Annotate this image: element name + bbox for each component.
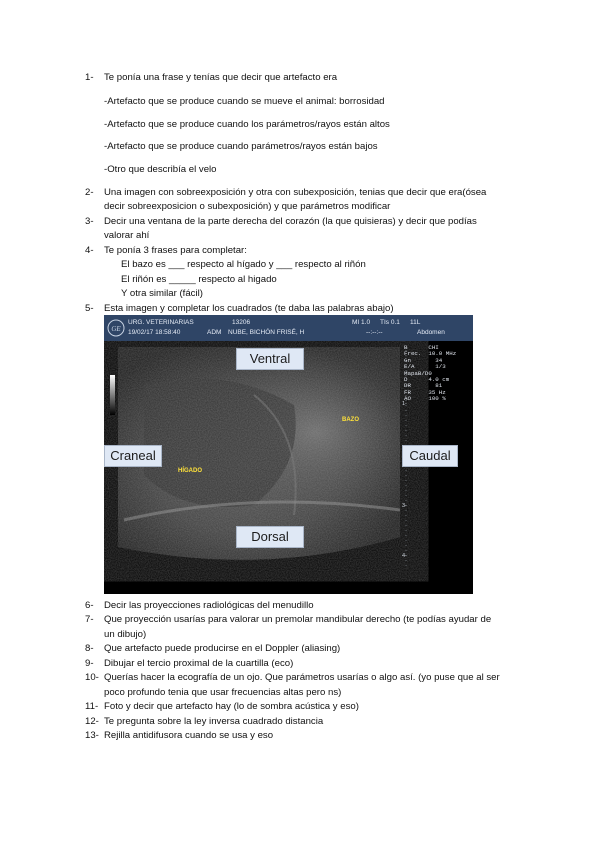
thermal-index: TIs 0.1 [380, 319, 400, 326]
q3-line-1: Decir una ventana de la parte derecha del corazón (la que quisieras) y decir que podías [104, 216, 477, 227]
q7-line-1: Que proyección usarías para valorar un premolar mandibular derecho (te podías ayudar de [104, 614, 492, 625]
q12-text: Te pregunta sobre la ley inversa cuadrado distancia [104, 716, 324, 727]
q13-text: Rejilla antidifusora cuando se usa y eso [104, 730, 274, 741]
preset: Abdomen [417, 329, 445, 336]
ultrasound-header [104, 315, 473, 341]
q9-text: Dibujar el tercio proximal de la cuartilla (eco) [104, 658, 294, 669]
q4-sub-3: Y otra similar (fácil) [121, 288, 203, 299]
q7-number: 7- [85, 614, 94, 625]
ultrasound-image [104, 315, 473, 594]
label-ventral: Ventral [236, 348, 304, 370]
q11-number: 11- [85, 701, 99, 712]
q9-number: 9- [85, 658, 94, 669]
depth-tick-4: 4- [402, 553, 407, 559]
q8-number: 8- [85, 643, 94, 654]
q2-line-2: decir sobreexposicion o subexposición) y que parámetros modificar [104, 201, 391, 212]
exam-id: 13206 [232, 319, 251, 326]
patient-name: NUBE, BICHÓN FRISÉ, H [228, 329, 305, 336]
q4-sub-2: El riñón es _____ respecto al higado [121, 274, 277, 285]
q5-text: Esta imagen y completar los cuadrados (te daba las palabras abajo) [104, 303, 394, 314]
exam-date: 19/02/17 18:58:40 [128, 329, 181, 336]
q5-number: 5- [85, 303, 94, 314]
svg-text:GE: GE [111, 325, 121, 333]
operator: ADM [207, 329, 222, 336]
clinic-name: URG. VETERINARIAS [128, 319, 194, 326]
q3-number: 3- [85, 216, 94, 227]
label-craneal: Craneal [104, 445, 162, 467]
mechanical-index: MI 1.0 [352, 319, 371, 326]
q2-number: 2- [85, 187, 94, 198]
q4-text: Te ponía 3 frases para completar: [104, 245, 247, 256]
organ-label-higado: HÍGADO [178, 468, 202, 474]
q3-line-2: valorar ahí [104, 230, 150, 241]
scan-parameters: B CHI Frec. 10.0 MHz Gn 34 E/A 1/3 MapaB/D0 D 4.0 cm DR 81 FR 35 Hz AO 100 % [404, 344, 457, 403]
q8-text: Que artefacto puede producirse en el Doppler (aliasing) [104, 643, 341, 654]
q4-number: 4- [85, 245, 94, 256]
label-dorsal: Dorsal [236, 526, 304, 548]
q2-line-1: Una imagen con sobreexposición y otra con subexposición, tenias que decir que era(ósea [104, 187, 487, 198]
q11-text: Foto y decir que artefacto hay (lo de sombra acústica y eso) [104, 701, 359, 712]
q1-sub-3: -Artefacto que se produce cuando parámetros/rayos están bajos [104, 141, 378, 152]
q4-sub-1: El bazo es ___ respecto al hígado y ___ respecto al riñón [121, 259, 366, 270]
ge-logo-icon [107, 319, 125, 337]
q6-text: Decir las proyecciones radiológicas del menudillo [104, 600, 314, 611]
q10-line-1: Querías hacer la ecografía de un ojo. Que parámetros usarías o algo así. (yo puse que al ser [104, 672, 500, 683]
q1-sub-1: -Artefacto que se produce cuando se mueve el animal: borrosidad [104, 96, 385, 107]
depth-tick-3: 3- [402, 503, 407, 509]
depth-tick-1: 1- [402, 401, 407, 407]
q10-number: 10- [85, 672, 99, 683]
q1-sub-4: -Otro que describía el velo [104, 164, 217, 175]
q1-text: Te ponía una frase y tenías que decir que artefacto era [104, 72, 338, 83]
q1-number: 1- [85, 72, 94, 83]
q1-sub-2: -Artefacto que se produce cuando los parámetros/rayos están altos [104, 119, 390, 130]
probe: 11L [410, 319, 421, 326]
time-dashes: --:--:-- [366, 329, 383, 336]
q6-number: 6- [85, 600, 94, 611]
label-caudal: Caudal [402, 445, 458, 467]
q12-number: 12- [85, 716, 99, 727]
q13-number: 13- [85, 730, 99, 741]
organ-label-bazo: BAZO [342, 417, 359, 423]
q10-line-2: poco profundo tenia que usar frecuencias altas pero ns) [104, 687, 342, 698]
q7-line-2: un dibujo) [104, 629, 147, 640]
